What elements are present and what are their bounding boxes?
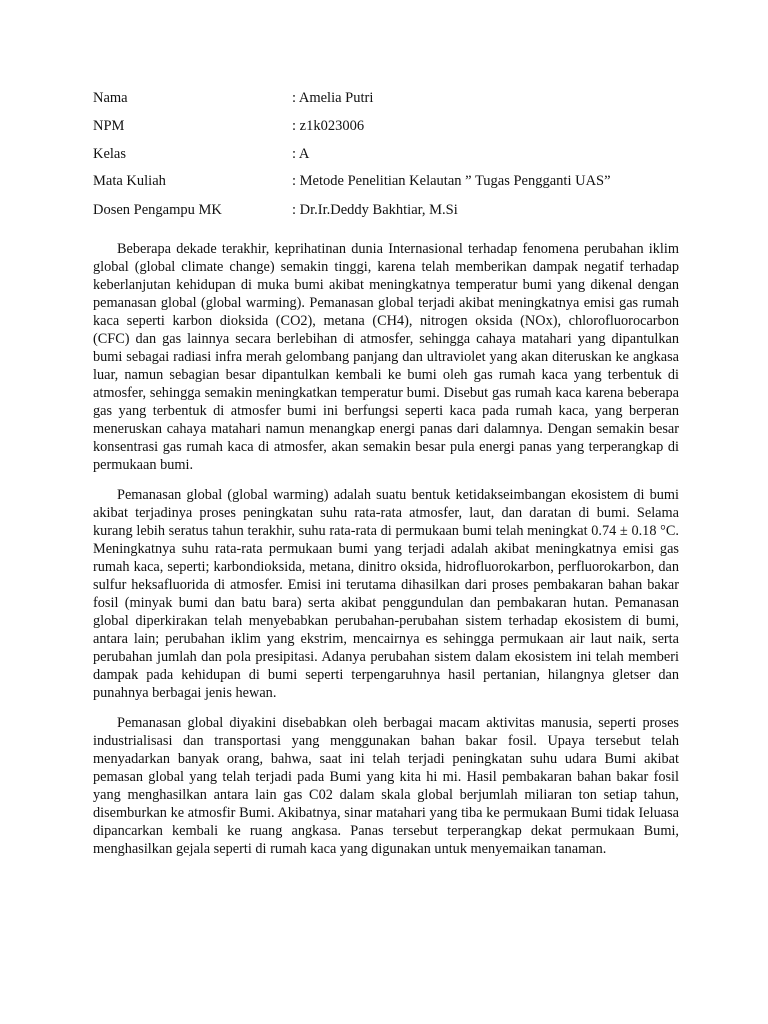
info-value: : Metode Penelitian Kelautan ” Tugas Pengganti UAS” [292,173,611,189]
info-value: : Amelia Putri [292,90,374,106]
paragraph: Pemanasan global (global warming) adalah suatu bentuk ketidakseimbangan ekosistem di bumi akibat terjadinya proses peningkatan suhu rata-rata atmosfer, laut, dan daratan di bumi. Selama kurang lebih seratus tahun terakhir, suhu rata-rata di permukaan bumi telah meningkat 0.74 ± 0.18 °C. Meningkatnya suhu rata-rata permukaan bumi yang terjadi adalah akibat meningkatnya emisi gas rumah kaca, seperti; karbondioksida, metana, dinitro oksida, hidrofluorokarbon, perfluorokarbon, dan sulfur heksafluorida di atmosfer. Emisi ini terutama dihasilkan dari proses pembakaran bahan bakar fosil (minyak bumi dan batu bara) serta akibat penggundulan dan pembakaran hutan. Pemanasan global diperkirakan telah menyebabkan perubahan-perubahan sistem terhadap ekosistem di bumi, antara lain; perubahan iklim yang ekstrim, mencairnya es sehingga permukaan air laut naik, serta perubahan jumlah dan pola presipitasi. Adanya perubahan sistem dalam ekosistem ini telah memberi dampak pada kehidupan di bumi seperti terpengaruhnya hasil pertanian, hilangnya gletser dan punahnya berbagai jenis hewan. [93,487,679,701]
essay-body [93,240,679,870]
info-label: Dosen Pengampu MK [93,202,222,218]
paragraph: Pemanasan global diyakini disebabkan oleh berbagai macam aktivitas manusia, seperti proses industrialisasi dan transportasi yang menggunakan bahan bakar fosil. Upaya tersebut telah menyadarkan banyak orang, bahwa, saat ini telah terjadi peningkatan suhu udara Bumi akibat pemasan global yang telah terjadi pada Bumi yang kita hi mi. Hasil pembakaran bahan bakar fosil yang menghasilkan antara lain gas C02 dalam skala global berjumlah miliaran ton setiap tahun, disemburkan ke atmosfir Bumi. Akibatnya, sinar matahari yang tiba ke permukaan Bumi tidak Ieluasa dipancarkan kembali ke ruang angkasa. Panas tersebut terperangkap dekat permukaan Bumi, menghasilkan gejala seperti di rumah kaca yang digunakan untuk menyemaikan tanaman. [93,715,679,857]
info-value: : Dr.Ir.Deddy Bakhtiar, M.Si [292,202,458,218]
paragraph: Beberapa dekade terakhir, keprihatinan dunia Internasional terhadap fenomena perubahan iklim global (global climate change) semakin tinggi, karena telah memberikan dampak negatif terhadap keberlanjutan kehidupan di muka bumi akibat meningkatnya temperatur bumi yang dikenal dengan pemanasan global (global warming). Pemanasan global terjadi akibat meningkatnya emisi gas rumah kaca seperti karbon dioksida (CO2), metana (CH4), nitrogen oksida (NOx), chlorofluorocarbon (CFC) dan gas lainnya secara berlebihan di atmosfer, sehingga cahaya matahari yang dipantulkan bumi sebagai radiasi infra merah gelombang panjang dan ultraviolet yang akan diteruskan ke angkasa luar, namun sebagian besar dipantulkan kembali ke bumi oleh gas rumah kaca yang terbentuk di atmosfer, sehingga semakin meningkatkan temperatur bumi. Disebut gas rumah kaca karena beberapa gas yang terbentuk di atmosfer bumi ini berfungsi seperti kaca pada rumah kaca, yang berperan meneruskan cahaya matahari namun menangkap energi panas dari dalamnya. Dengan semakin besar konsentrasi gas rumah kaca di atmosfer, akan semakin besar pula energi panas yang terperangkap di permukaan bumi. [93,241,679,473]
info-label: Kelas [93,146,127,162]
info-value: : A [292,146,310,162]
info-label: Nama [93,90,128,106]
info-value: : z1k023006 [292,118,365,134]
info-label: NPM [93,118,125,134]
info-label: Mata Kuliah [93,173,166,189]
